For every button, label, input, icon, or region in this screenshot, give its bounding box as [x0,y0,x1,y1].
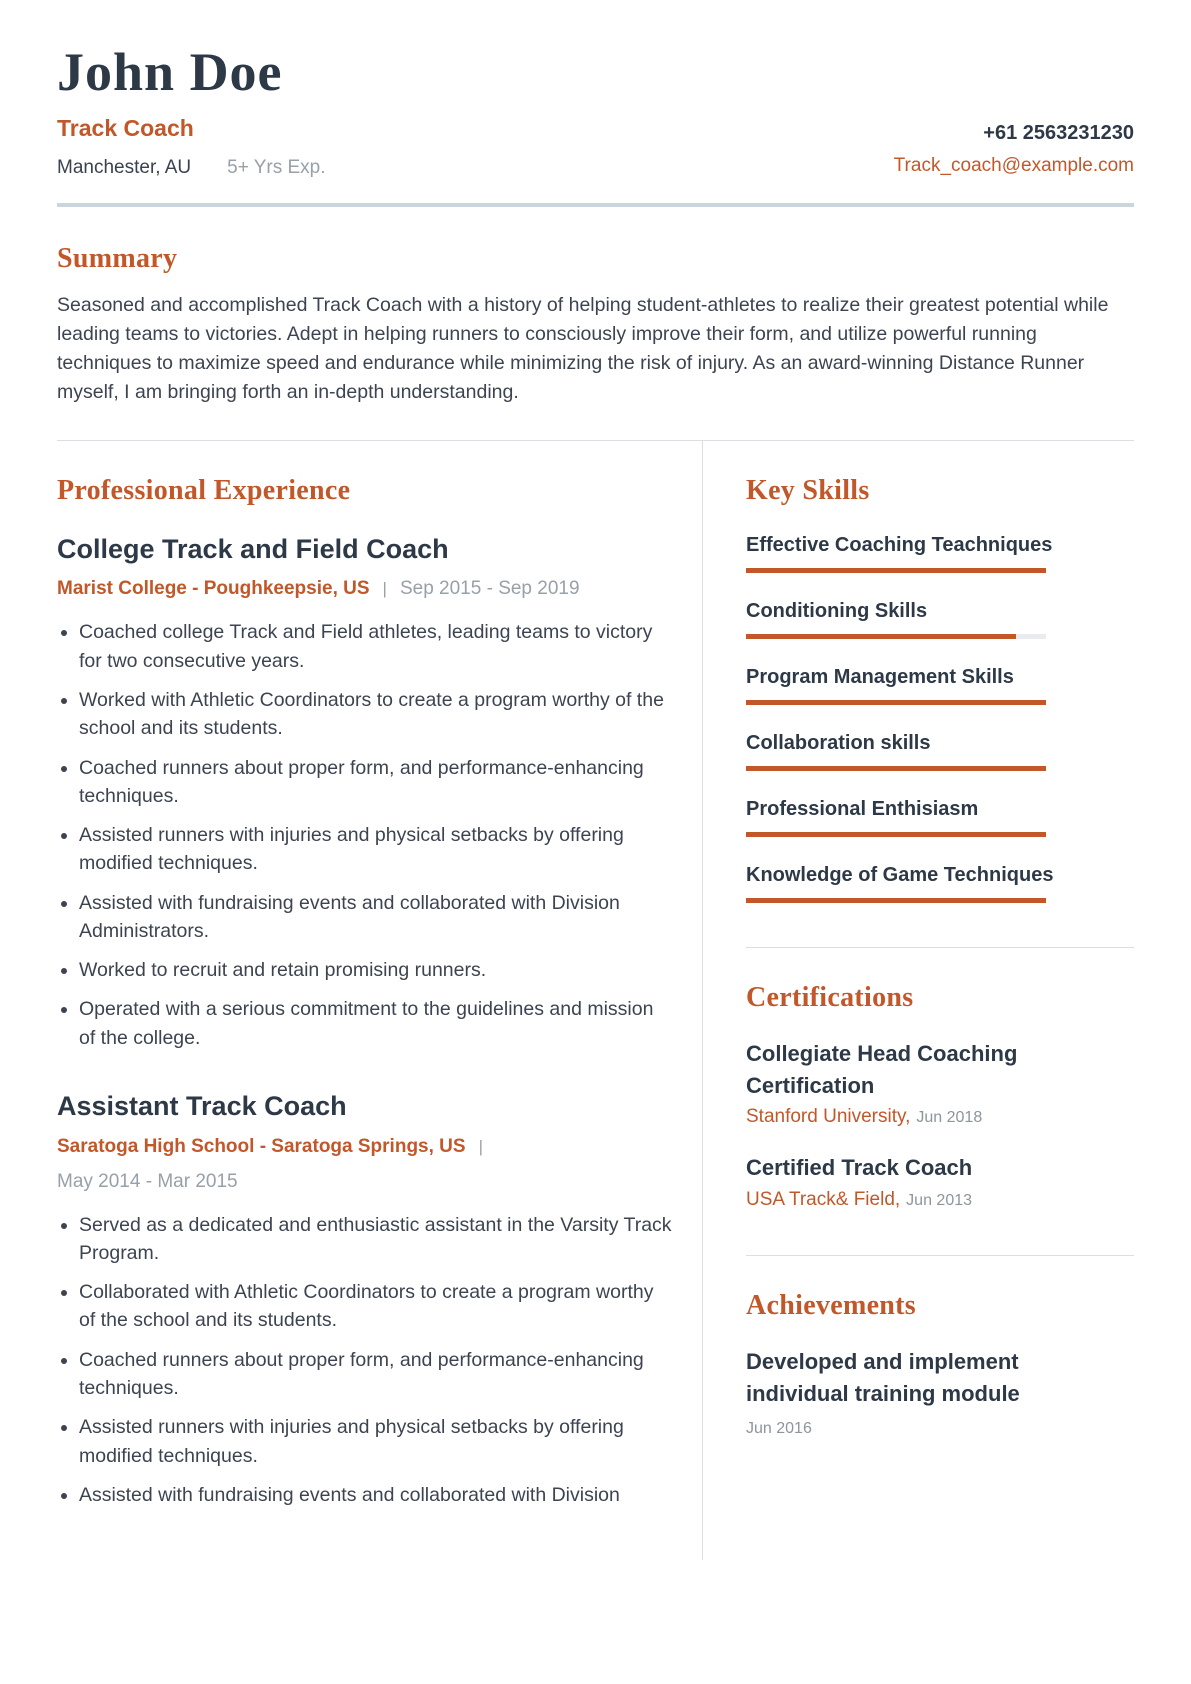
years-experience: 5+ Yrs Exp. [227,156,326,178]
bullet-item: • Assisted with fundraising events and collaborated with Division Administrators. [79,889,672,946]
certification-item [746,1038,1134,1129]
job-entry [57,1090,672,1509]
skill-bar-fill [746,700,1046,705]
achievement-item [746,1346,1134,1438]
experience-column [57,441,703,1560]
bullet-item: • Coached runners about proper form, and performance-enhancing techniques. [79,1346,672,1403]
skill-label: Knowledge of Game Techniques [746,863,1054,886]
bullet-item: • Collaborated with Athletic Coordinators to create a program worthy of the school and its students. [79,1278,672,1335]
bullet-item: • Coached college Track and Field athletes, leading teams to victory for two consecutive years. [79,618,672,675]
header-meta [57,157,326,179]
company-name: Saratoga High School - Saratoga Springs, US [57,1135,466,1157]
skill-item [746,534,1134,573]
certification-item [746,1152,1134,1211]
achievement-title: Developed and implement individual training module [746,1349,1020,1407]
skills-heading: Key Skills [746,474,870,506]
skill-item [746,864,1134,903]
job-position: Assistant Track Coach [57,1090,347,1121]
job-dates: May 2014 - Mar 2015 [57,1170,238,1192]
certifications-divider [746,1255,1134,1256]
skill-item [746,798,1134,837]
job-entry [57,533,672,1052]
bullet-item: • Operated with a serious commitment to the guidelines and mission of the college. [79,995,672,1052]
bullet-item: • Worked to recruit and retain promising runners. [79,956,672,984]
job-meta [57,1136,672,1193]
achievement-date: Jun 2016 [746,1420,812,1438]
skill-label: Collaboration skills [746,731,931,754]
skills-divider [746,947,1134,948]
skill-item [746,666,1134,705]
certification-title: Collegiate Head Coaching Certification [746,1040,1018,1098]
bullet-item: • Assisted runners with injuries and physical setbacks by offering modified techniques. [79,1413,672,1470]
skill-bar [746,634,1046,639]
certification-meta [746,1106,1134,1128]
skill-bar-fill [746,832,1046,837]
bullet-item: • Assisted with fundraising events and collaborated with Division [79,1481,672,1509]
location: Manchester, AU [57,156,192,178]
certifications-list [746,1038,1134,1212]
header [57,44,1134,179]
phone-number: +61 2563231230 [983,121,1134,144]
bullet-item: • Worked with Athletic Coordinators to create a program worthy of the school and its students. [79,686,672,743]
bullet-item: • Assisted runners with injuries and physical setbacks by offering modified techniques. [79,821,672,878]
job-meta [57,578,672,600]
separator: | [382,579,387,599]
skill-bar [746,898,1046,903]
skill-label: Effective Coaching Teachniques [746,533,1053,556]
certifications-heading: Certifications [746,981,914,1013]
company-name: Marist College - Poughkeepsie, US [57,578,370,600]
summary-heading: Summary [57,242,178,274]
header-contact [894,122,1134,179]
skill-bar [746,568,1046,573]
separator: | [478,1136,483,1156]
two-column-body [57,441,1134,1560]
skill-item [746,732,1134,771]
certification-date: Jun 2018 [916,1109,983,1127]
skills-list [746,534,1134,903]
skill-bar [746,832,1046,837]
skill-bar-fill [746,634,1016,639]
email-link[interactable]: Track_coach@example.com [893,154,1134,176]
experience-heading: Professional Experience [57,474,351,506]
certification-meta [746,1189,1134,1211]
job-position: College Track and Field Coach [57,533,449,564]
skill-label: Program Management Skills [746,665,1014,688]
skill-bar [746,700,1046,705]
bullet-item: • Served as a dedicated and enthusiastic assistant in the Varsity Track Program. [79,1211,672,1268]
certification-title: Certified Track Coach [746,1155,973,1181]
header-identity [57,44,326,179]
certification-issuer: USA Track& Field, [746,1189,901,1211]
summary-section [57,243,1134,408]
certification-issuer: Stanford University, [746,1106,911,1128]
job-dates: Sep 2015 - Sep 2019 [399,578,580,600]
header-divider [57,203,1134,207]
achievements-heading: Achievements [746,1290,917,1322]
skill-bar-fill [746,898,1046,903]
skill-item [746,600,1134,639]
jobs-list [57,533,672,1509]
skill-label: Conditioning Skills [746,599,928,622]
job-bullets [57,618,672,1051]
bullet-item: • Coached runners about proper form, and performance-enhancing techniques. [79,754,672,811]
skill-bar-fill [746,766,1046,771]
certification-date: Jun 2013 [906,1192,973,1210]
job-bullets [57,1211,672,1509]
candidate-name: John Doe [57,42,283,102]
achievements-list [746,1346,1134,1438]
skill-bar-fill [746,568,1046,573]
summary-text: Seasoned and accomplished Track Coach with a history of helping student-athletes to realize their greatest potential while leading teams to victories. Adept in helping runners to consciously improve their form, and utilize powerful running techniques to maximize speed and endurance while minimizing the risk of injury. As an award-winning Distance Runner myself, I am bringing forth an in-depth understanding. [57,293,1109,404]
sidebar-column [703,441,1134,1560]
skill-bar [746,766,1046,771]
candidate-title: Track Coach [57,114,194,141]
skill-label: Professional Enthisiasm [746,797,979,820]
